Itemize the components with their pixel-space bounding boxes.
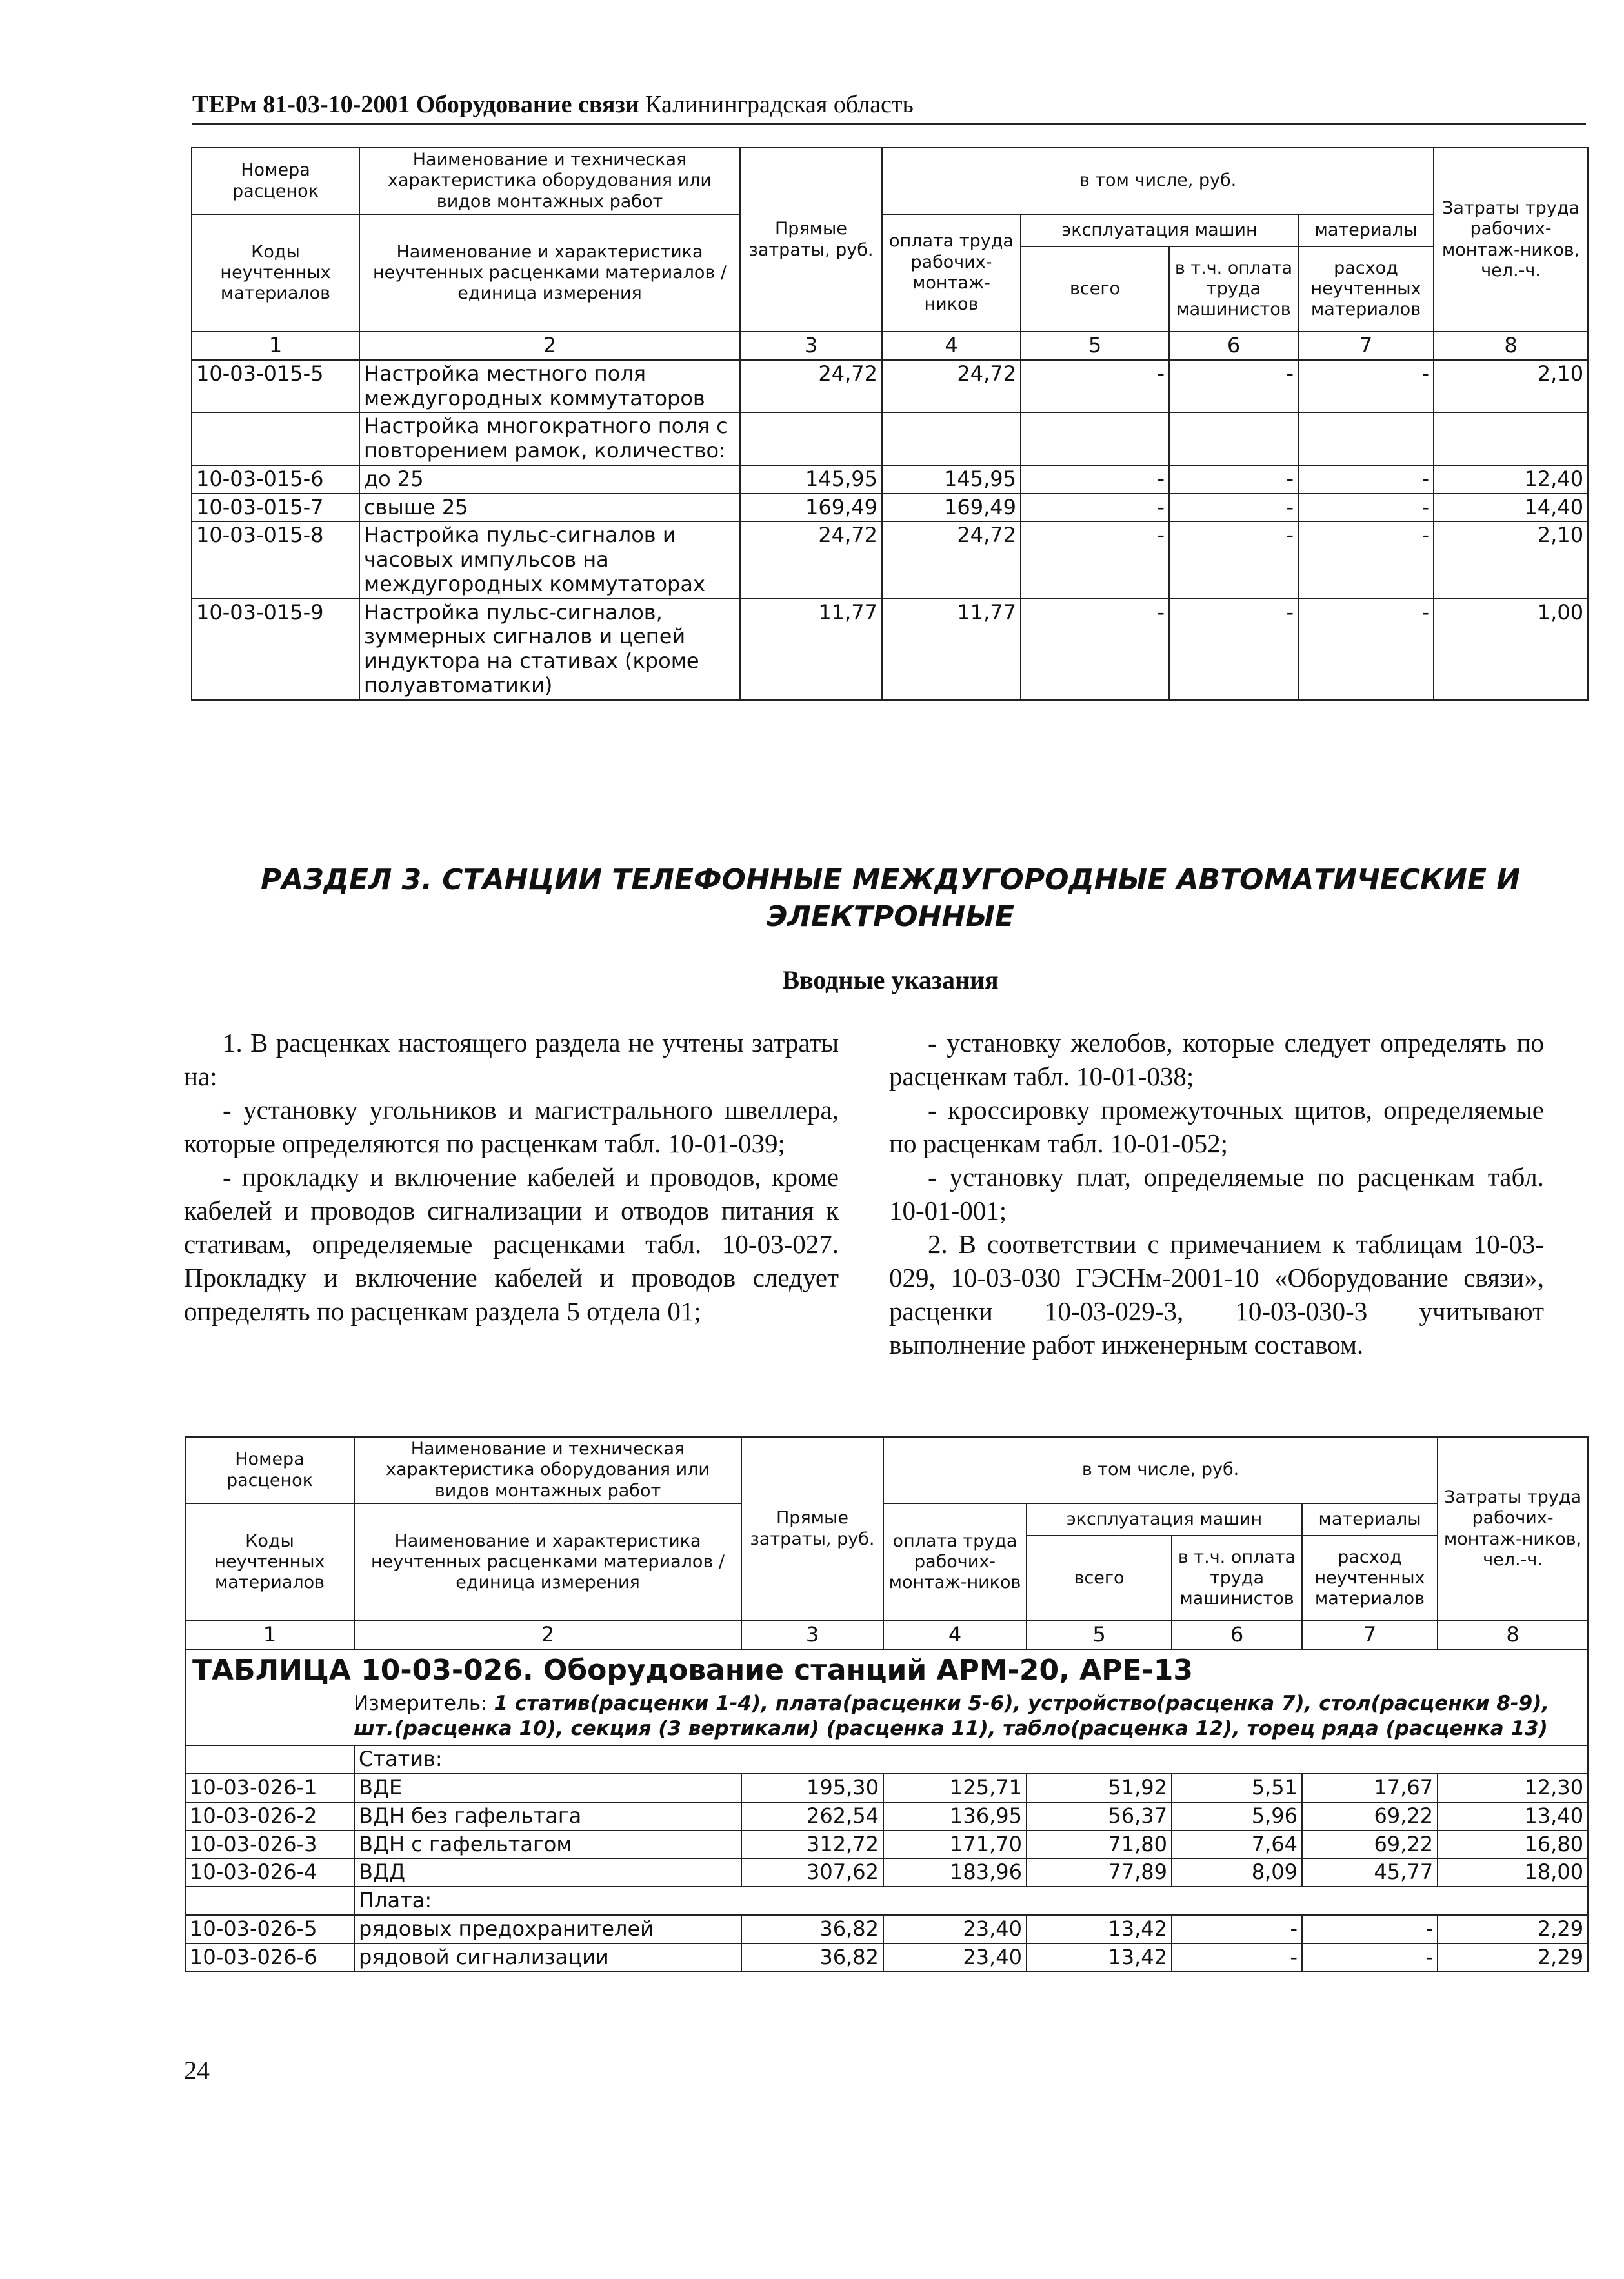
machinist-wages: - <box>1172 1943 1302 1972</box>
work-name: ВДД <box>354 1858 741 1887</box>
rate-code: 10-03-026-1 <box>185 1774 354 1802</box>
col-number: 3 <box>740 332 882 360</box>
hdr-work-name: Наименование и техническая характеристика оборудования или видов монтажных работ <box>359 148 740 214</box>
table-row <box>185 1943 1588 1972</box>
materials-value: 69,22 <box>1302 1831 1438 1859</box>
machine-total: 71,80 <box>1027 1831 1172 1859</box>
col-number: 8 <box>1434 332 1588 360</box>
hdr-machine-total: всего <box>1027 1536 1172 1621</box>
col-number: 4 <box>882 332 1021 360</box>
table-row <box>192 521 1588 598</box>
labor-hours: 13,40 <box>1438 1802 1588 1831</box>
intro-paragraph: 2. В соответствии с примечанием к таблицам 10-03-029, 10-03-030 ГЭСНм-2001-10 «Оборудование связи», расценки 10-03-029-3, 10-03-030-3 учитывают выполнение работ инженерным составом. <box>889 1229 1544 1360</box>
col-number: 7 <box>1298 332 1434 360</box>
col-number: 6 <box>1169 332 1298 360</box>
table-row <box>192 412 1588 465</box>
table-row <box>192 360 1588 413</box>
machinist-wages: - <box>1169 599 1298 700</box>
header-region: Калининградская область <box>645 91 914 118</box>
rate-code: 10-03-026-5 <box>185 1915 354 1943</box>
machinist-wages: 8,09 <box>1172 1858 1302 1887</box>
machine-total: - <box>1021 465 1169 494</box>
table-caption-cell <box>185 1649 1588 1745</box>
materials-value: - <box>1302 1943 1438 1972</box>
hdr-including: в том числе, руб. <box>882 148 1434 214</box>
col-number: 8 <box>1438 1621 1588 1649</box>
intro-paragraph: - кроссировку промежуточных щитов, определяемые по расценкам табл. 10-01-052; <box>889 1095 1544 1158</box>
worker-wages: 11,77 <box>882 599 1021 700</box>
hdr-material-codes: Коды неучтенных материалов <box>192 214 359 332</box>
hdr-rate-numbers: Номера расценок <box>192 148 359 214</box>
direct-costs: 169,49 <box>740 494 882 522</box>
hdr-machinist-wages: в т.ч. оплата труда машинистов <box>1172 1536 1302 1621</box>
table1-header <box>192 148 1588 360</box>
direct-costs <box>740 412 882 465</box>
rate-code: 10-03-015-8 <box>192 521 359 598</box>
direct-costs: 24,72 <box>740 360 882 413</box>
machine-total: 51,92 <box>1027 1774 1172 1802</box>
direct-costs: 262,54 <box>741 1802 883 1831</box>
materials-value <box>1298 412 1434 465</box>
intro-paragraph: - установку угольников и магистрального швеллера, которые определяются по расценкам табл. 10-01-039; <box>184 1095 839 1158</box>
hdr-materials: материалы <box>1298 214 1434 246</box>
machine-total: 13,42 <box>1027 1915 1172 1943</box>
machinist-wages: 5,96 <box>1172 1802 1302 1831</box>
hdr-material-codes: Коды неучтенных материалов <box>185 1503 354 1621</box>
group-code-empty <box>185 1887 354 1915</box>
table-row <box>192 465 1588 494</box>
hdr-work-name: Наименование и техническая характеристика оборудования или видов монтажных работ <box>354 1437 741 1503</box>
worker-wages: 171,70 <box>883 1831 1027 1859</box>
group-code-empty <box>185 1745 354 1774</box>
machinist-wages: - <box>1169 465 1298 494</box>
labor-hours: 2,10 <box>1434 360 1588 413</box>
materials-value: 45,77 <box>1302 1858 1438 1887</box>
rate-code: 10-03-015-6 <box>192 465 359 494</box>
labor-hours: 2,10 <box>1434 521 1588 598</box>
direct-costs: 145,95 <box>740 465 882 494</box>
intro-paragraph: 1. В расценках настоящего раздела не учтены затраты на: <box>184 1028 839 1091</box>
machinist-wages: - <box>1169 360 1298 413</box>
machine-total: - <box>1021 521 1169 598</box>
work-name: Настройка многократного поля с повторением рамок, количество: <box>359 412 740 465</box>
table-title: ТАБЛИЦА 10-03-026. Оборудование станций АРМ-20, АРЕ-13 <box>192 1653 1193 1687</box>
direct-costs: 11,77 <box>740 599 882 700</box>
materials-value: - <box>1298 521 1434 598</box>
hdr-labor-hours: Затраты труда рабочих-монтаж-ников, чел.-ч. <box>1438 1437 1588 1621</box>
rate-code: 10-03-015-5 <box>192 360 359 413</box>
materials-value: - <box>1298 465 1434 494</box>
machinist-wages: - <box>1169 521 1298 598</box>
hdr-rate-numbers: Номера расценок <box>185 1437 354 1503</box>
hdr-machinist-wages: в т.ч. оплата труда машинистов <box>1169 246 1298 332</box>
materials-value: - <box>1298 599 1434 700</box>
labor-hours: 12,30 <box>1438 1774 1588 1802</box>
rate-code <box>192 412 359 465</box>
header-title: ТЕРм 81-03-10-2001 Оборудование связи <box>192 91 639 118</box>
machine-total: - <box>1021 599 1169 700</box>
table-row <box>185 1915 1588 1943</box>
col-number: 2 <box>354 1621 741 1649</box>
intro-paragraph: - прокладку и включение кабелей и проводов, кроме кабелей и проводов сигнализации и отводов питания к стативам, определяемые расценками табл. 10-03-027. Прокладку и включение кабелей и проводов следует определять по расценкам раздела 5 отдела 01; <box>184 1162 839 1326</box>
table1-body <box>192 360 1588 700</box>
group-row <box>185 1745 1588 1774</box>
measure-label: Измеритель: <box>354 1691 488 1715</box>
labor-hours <box>1434 412 1588 465</box>
hdr-machine-operation: эксплуатация машин <box>1027 1503 1302 1536</box>
hdr-including: в том числе, руб. <box>883 1437 1438 1503</box>
materials-value: 17,67 <box>1302 1774 1438 1802</box>
page-header <box>192 90 1586 119</box>
table-row <box>185 1831 1588 1859</box>
work-name: Настройка местного поля междугородных коммутаторов <box>359 360 740 413</box>
materials-value: - <box>1302 1915 1438 1943</box>
labor-hours: 14,40 <box>1434 494 1588 522</box>
work-name: ВДЕ <box>354 1774 741 1802</box>
hdr-direct-costs: Прямые затраты, руб. <box>740 148 882 332</box>
work-name: ВДН с гафельтагом <box>354 1831 741 1859</box>
machinist-wages: - <box>1169 494 1298 522</box>
machine-total: 56,37 <box>1027 1802 1172 1831</box>
worker-wages: 183,96 <box>883 1858 1027 1887</box>
col-number: 5 <box>1021 332 1169 360</box>
intro-title: Вводные указания <box>782 965 999 994</box>
col-number: 5 <box>1027 1621 1172 1649</box>
hdr-machine-total: всего <box>1021 246 1169 332</box>
group-label: Плата: <box>354 1887 1588 1915</box>
hdr-material-consumption: расход неучтенных материалов <box>1298 246 1434 332</box>
work-name: Настройка пульс-сигналов, зуммерных сигналов и цепей индуктора на стативах (кроме полуавтоматики) <box>359 599 740 700</box>
intro-right-column <box>889 1026 1544 1361</box>
machine-total: 13,42 <box>1027 1943 1172 1972</box>
worker-wages: 125,71 <box>883 1774 1027 1802</box>
worker-wages: 23,40 <box>883 1915 1027 1943</box>
work-name: до 25 <box>359 465 740 494</box>
col-number: 6 <box>1172 1621 1302 1649</box>
rates-table-1 <box>191 147 1589 701</box>
worker-wages: 169,49 <box>882 494 1021 522</box>
direct-costs: 312,72 <box>741 1831 883 1859</box>
worker-wages: 24,72 <box>882 360 1021 413</box>
worker-wages: 24,72 <box>882 521 1021 598</box>
labor-hours: 1,00 <box>1434 599 1588 700</box>
machinist-wages: 7,64 <box>1172 1831 1302 1859</box>
labor-hours: 2,29 <box>1438 1943 1588 1972</box>
table2-body <box>185 1745 1588 1971</box>
direct-costs: 36,82 <box>741 1943 883 1972</box>
intro-left-column <box>184 1026 839 1328</box>
intro-paragraph: - установку желобов, которые следует определять по расценкам табл. 10-01-038; <box>889 1028 1544 1091</box>
rates-table-2 <box>185 1436 1589 1972</box>
measure-text: 1 статив(расценки 1-4), плата(расценки 5-6), устройство(расценка 7), стол(расценки 8-9), шт.(расценка 10), секция (3 вертикали) (расценка 11), табло(расценка 12), торец ряда (расценка 13) <box>354 1691 1550 1740</box>
work-name: рядовых предохранителей <box>354 1915 741 1943</box>
work-name: Настройка пульс-сигналов и часовых импульсов на междугородных коммутаторах <box>359 521 740 598</box>
worker-wages: 23,40 <box>883 1943 1027 1972</box>
worker-wages <box>882 412 1021 465</box>
labor-hours: 2,29 <box>1438 1915 1588 1943</box>
hdr-worker-wages: оплата труда рабочих-монтаж-ников <box>882 214 1021 332</box>
hdr-labor-hours: Затраты труда рабочих-монтаж-ников, чел.-ч. <box>1434 148 1588 332</box>
table2-header <box>185 1437 1588 1745</box>
hdr-material-name: Наименование и характеристика неучтенных расценками материалов / единица измерения <box>354 1503 741 1621</box>
direct-costs: 195,30 <box>741 1774 883 1802</box>
machinist-wages: - <box>1172 1915 1302 1943</box>
hdr-materials: материалы <box>1302 1503 1438 1536</box>
materials-value: - <box>1298 360 1434 413</box>
machine-total: 77,89 <box>1027 1858 1172 1887</box>
work-name: рядовой сигнализации <box>354 1943 741 1972</box>
intro-paragraph: - установку плат, определяемые по расценкам табл. 10-01-001; <box>889 1162 1544 1225</box>
hdr-worker-wages: оплата труда рабочих-монтаж-ников <box>883 1503 1027 1621</box>
col-number: 7 <box>1302 1621 1438 1649</box>
rate-code: 10-03-026-2 <box>185 1802 354 1831</box>
section-title: РАЗДЕЛ 3. СТАНЦИИ ТЕЛЕФОННЫЕ МЕЖДУГОРОДНЫЕ АВТОМАТИЧЕСКИЕ И ЭЛЕКТРОННЫЕ <box>260 863 1521 934</box>
header-rule <box>192 123 1586 125</box>
col-number: 4 <box>883 1621 1027 1649</box>
materials-value: 69,22 <box>1302 1802 1438 1831</box>
machine-total: - <box>1021 360 1169 413</box>
labor-hours: 12,40 <box>1434 465 1588 494</box>
machine-total <box>1021 412 1169 465</box>
rate-code: 10-03-026-4 <box>185 1858 354 1887</box>
col-number: 3 <box>741 1621 883 1649</box>
machine-total: - <box>1021 494 1169 522</box>
col-number: 1 <box>192 332 359 360</box>
machinist-wages <box>1169 412 1298 465</box>
col-number: 1 <box>185 1621 354 1649</box>
worker-wages: 136,95 <box>883 1802 1027 1831</box>
col-number: 2 <box>359 332 740 360</box>
table-row <box>185 1858 1588 1887</box>
rate-code: 10-03-026-3 <box>185 1831 354 1859</box>
direct-costs: 307,62 <box>741 1858 883 1887</box>
table-row <box>192 599 1588 700</box>
table-row <box>185 1774 1588 1802</box>
work-name: свыше 25 <box>359 494 740 522</box>
materials-value: - <box>1298 494 1434 522</box>
rate-code: 10-03-015-9 <box>192 599 359 700</box>
table-measure <box>186 1689 1587 1745</box>
hdr-material-name: Наименование и характеристика неучтенных расценками материалов / единица измерения <box>359 214 740 332</box>
rate-code: 10-03-015-7 <box>192 494 359 522</box>
direct-costs: 36,82 <box>741 1915 883 1943</box>
group-label: Статив: <box>354 1745 1588 1774</box>
machinist-wages: 5,51 <box>1172 1774 1302 1802</box>
labor-hours: 18,00 <box>1438 1858 1588 1887</box>
labor-hours: 16,80 <box>1438 1831 1588 1859</box>
hdr-material-consumption: расход неучтенных материалов <box>1302 1536 1438 1621</box>
table-row <box>185 1802 1588 1831</box>
rate-code: 10-03-026-6 <box>185 1943 354 1972</box>
page-number: 24 <box>184 2056 210 2085</box>
work-name: ВДН без гафельтага <box>354 1802 741 1831</box>
worker-wages: 145,95 <box>882 465 1021 494</box>
hdr-machine-operation: эксплуатация машин <box>1021 214 1298 246</box>
hdr-direct-costs: Прямые затраты, руб. <box>741 1437 883 1621</box>
table-row <box>192 494 1588 522</box>
direct-costs: 24,72 <box>740 521 882 598</box>
group-row <box>185 1887 1588 1915</box>
